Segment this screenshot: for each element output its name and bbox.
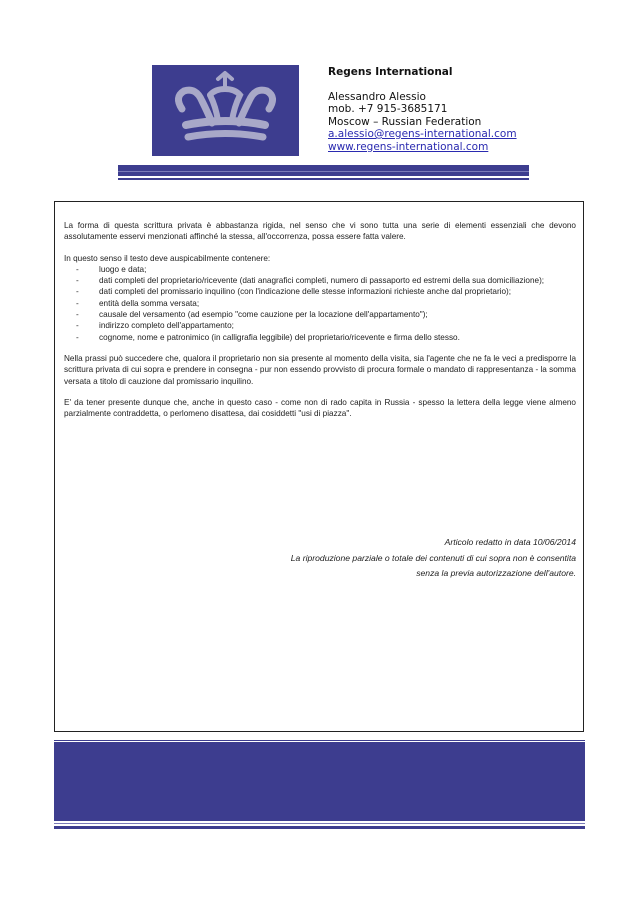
article-footer-note [176, 535, 576, 582]
requirements-list [64, 264, 576, 343]
article-date: Articolo redatto in data 10/06/2014 [444, 537, 576, 547]
contact-location: Moscow – Russian Federation [328, 115, 482, 128]
article-paragraph: E' da tener presente dunque che, anche in questo caso - come non di rado capita in Russia - spesso la lettera della legge viene almeno parzialmente contraddetta, o perlomeno disattesa, dai cosiddetti "usi di piazza". [64, 397, 576, 419]
contact-email-link[interactable]: a.alessio@regens-international.com [328, 128, 517, 140]
copyright-notice: La riproduzione parziale o totale dei contenuti di cui sopra non è consentita [290, 552, 576, 563]
list-item: - cognome, nome e patronimico (in calligrafia leggibile) del proprietario/ricevente e firma dello stesso. [64, 332, 576, 343]
list-intro: In questo senso il testo deve auspicabilmente contenere: [64, 253, 271, 263]
list-item: - luogo e data; [64, 264, 576, 275]
company-name: Regens International [328, 66, 453, 78]
list-item: - dati completi del proprietario/ricevente (dati anagrafici completi, numero di passaporto ed estremi della sua domiciliazione); [64, 275, 576, 286]
crown-icon [152, 65, 299, 156]
list-item: - indirizzo completo dell'appartamento; [64, 320, 576, 331]
contact-block [328, 66, 517, 153]
list-item: - causale del versamento (ad esempio "come cauzione per la locazione dell'appartamento"); [64, 309, 576, 320]
copyright-notice-continued: senza la previa autorizzazione dell'autore. [416, 568, 576, 578]
contact-phone: mob. +7 915-3685171 [328, 103, 448, 115]
website-link[interactable]: www.regens-international.com [328, 140, 489, 153]
article-intro: La forma di questa scrittura privata è abbastanza rigida, nel senso che vi sono tutta una serie di elementi essenziali che devono assolutamente esservi menzionati affinché la stessa, all'occorrenza, possa essere fatta valere. [64, 221, 576, 242]
article-paragraph: Nella prassi può succedere che, qualora il proprietario non sia presente al momento della visita, sia l'agente che ne fa le veci a predisporre la scrittura privata di cui sopra e prendere in consegna - pur non essendo provvisto di procura formale o mandato di rappresentanza - la somma versata a titolo di cauzione dal promissario inquilino. [64, 353, 576, 386]
contact-name: Alessandro Alessio [328, 90, 426, 103]
article-box [54, 201, 584, 732]
list-item: - dati completi del promissario inquilino (con l'indicazione delle stesse informazioni richieste anche dal proprietario); [64, 286, 576, 297]
list-item: - entità della somma versata; [64, 298, 576, 309]
company-logo [152, 65, 299, 156]
